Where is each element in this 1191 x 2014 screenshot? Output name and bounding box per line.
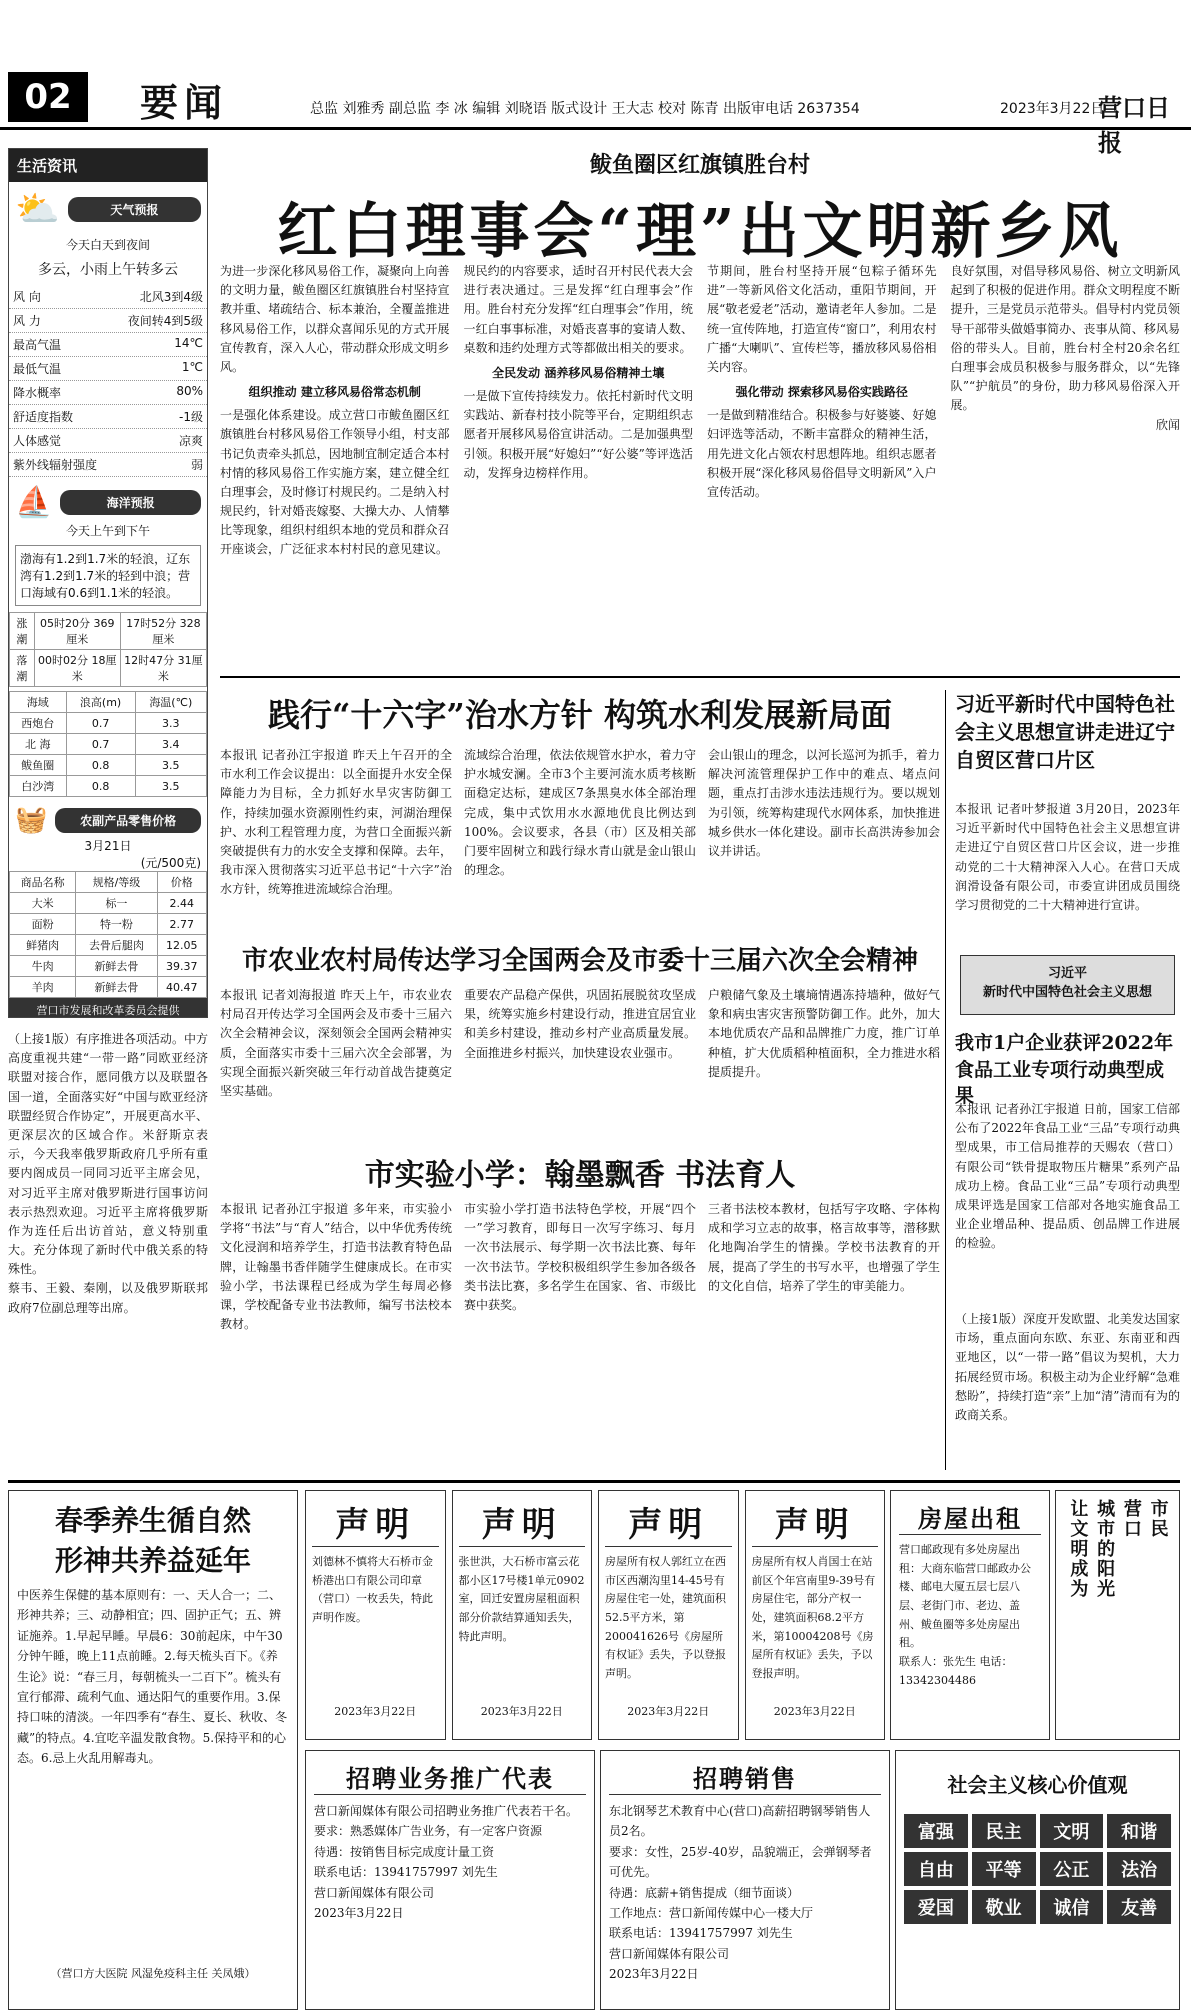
sea-text: 渤海有1.2到1.7米的轻浪，辽东湾有1.2到1.7米的轻到中浪；营口海域有0.6到1.1米的轻浪。 [15,545,201,606]
table-cell: 3.5 [135,755,206,776]
xi-badge [960,955,1175,1015]
water-para: 本报讯 记者孙江宇报道 昨天上午召开的全市水利工作会议提出：以全面提升水安全保障能力为目标，全力抓好水旱灾害防御工作，持续加强水资源刚性约束，河湖治理保护、水利工程管理力度，为营口全面振兴新突破提供有力的水安全支撑和保障。去年，我市深入贯彻落实习近平总书记“十六字”治水方针，统筹推进流域综合治理。 [220,748,452,897]
weather-value: 夜间转4到5级 [127,314,203,328]
table-cell: 落潮 [10,650,35,687]
core-value: 法治 [1107,1852,1171,1886]
notice-card [305,1490,446,1740]
water-para: 流域综合治理，依法依规管水护水，着力守护水城安澜。全市3个主要河流水质考核断面稳定达标，建成区7条黑臭水体全部治理完成，集中式饮用水水源地优良比例达到100%。会议要求，各县（市）区及相关部门要牢固树立和践行绿水青山就是金山银山的理念。 [464,748,696,878]
weather-value: 80% [176,384,203,398]
lead-para: 节期间，胜台村坚持开展“包粽子循环先进”一等新风俗文化活动，重阳节期间，开展“敬老爱老”活动，邀请老年人参加。二是统一宣传阵地，打造宣传“窗口”，利用农村广播“大喇叭”、宣传栏等，播放移风易俗相关内容。 [707,264,937,374]
banner-text: 让文明成为 [1067,1499,1089,1599]
weather-key: 降水概率 [13,386,62,400]
weather-row [9,309,207,333]
school-para: 三者书法校本教材，包括写字攻略、字体构成和学习立志的故事，格言故事等，潜移默化地陶冶学生的情操。学校书法教育的开展，提高了学生的书写水平，也增强了学生的文化自信，培养了学生的审美能力。 [708,1202,940,1293]
lead-subhead: 强化带动 探索移风易俗实践路径 [735,385,908,400]
weather-row [9,405,207,429]
badge-top: 习近平 [1047,966,1087,981]
school-columns [220,1200,940,1470]
tide-row [10,613,207,650]
food-headline: 我市1户企业获评2022年食品工业专项行动典型成果 [955,1032,1174,1108]
header-cell: 商品名称 [10,872,76,893]
water-headline: 践行“十六字”治水方针 构筑水利发展新局面 [268,696,892,734]
notice-card [745,1490,886,1740]
school-para: 本报讯 记者孙江宇报道 多年来，市实验小学将“书法”与“育人”结合，以中华优秀传统文化浸润和培养学生，打造书法教育特色品牌，让翰墨书香伴随学生健康成长。在市实验小学，书法课程已经成为学生每周必修课，学校配备专业书法教师，编写书法校本教材。 [220,1202,452,1332]
table-cell: 12.05 [157,935,206,956]
price-source: 营口市发展和改革委员会提供 [9,998,207,1018]
weather-key: 紫外线辐射强度 [13,458,98,472]
price-row [10,956,207,977]
table-cell: 去骨后腿肉 [76,935,157,956]
weather-value: 1℃ [181,360,203,374]
lead-headline: 红白理事会“理”出文明新乡风 [277,197,1123,267]
core-value: 诚信 [1040,1890,1104,1924]
table-cell: 3.3 [135,713,206,734]
weather-key: 风 力 [13,314,41,328]
agri-para: 重要农产品稳产保供，巩固拓展脱贫攻坚成果，统筹实施乡村建设行动，推进宜居宜业和美乡村建设，推动乡村产业高质量发展。全面推进乡村振兴，加快建设农业强市。 [464,988,696,1060]
xi-headline: 习近平新时代中国特色社会主义思想宣讲走进辽宁自贸区营口片区 [955,692,1175,772]
table-header [10,692,207,713]
table-cell: 12时47分 31厘米 [120,650,206,687]
header-cell: 价格 [157,872,206,893]
table-cell: 新鲜去骨 [76,977,157,998]
rent-title: 房屋出租 [899,1499,1041,1535]
ads-divider [8,1480,1180,1483]
price-label: 农副产品零售价格 [55,808,201,833]
sea-sub: 今天上午到下午 [65,524,150,538]
lead-para: 一是做到精准结合。积极参与好婆婆、好媳妇评选等活动，不断丰富群众的精神生活，用先进文化占领农村思想阵地。组织志愿者积极开展“深化移风易俗倡导文明新风”入户宣传活动。 [707,408,937,499]
core-value: 和谐 [1107,1814,1171,1848]
table-cell: 标一 [76,893,157,914]
sea-temp-table [9,691,207,797]
tide-table [9,612,207,687]
core-value: 富强 [904,1814,968,1848]
notice-body: 刘德林不慎将大石桥市金桥港出口有限公司印章（营口）一枚丢失，特此声明作废。 [312,1555,433,1625]
health-ad [8,1490,298,2010]
sea-row [10,755,207,776]
table-cell: 2.77 [157,914,206,935]
lead-kicker: 鲅鱼圈区红旗镇胜台村 [589,152,810,178]
header-cell: 规格/等级 [76,872,157,893]
recruit-title: 招聘业务推广代表 [314,1759,586,1795]
weather-table [9,285,207,477]
notice-row [305,1490,885,1740]
weather-value: 北风3到4级 [139,290,203,304]
weather-row [9,429,207,453]
table-cell: 面粉 [10,914,76,935]
weather-key: 最高气温 [13,338,62,352]
life-info-sidebar [8,148,208,1018]
agri-columns [220,986,940,1136]
core-value: 平等 [972,1852,1036,1886]
table-cell: 3.4 [135,734,206,755]
lead-author: 欣闻 [1155,417,1180,432]
section-title: 要闻 [140,80,229,125]
rent-ad [890,1490,1050,1740]
notice-body: 张世洪，大石桥市富云花都小区17号楼1单元0902室，回迁安置房屋租面积部分价款结算通知丢失，特此声明。 [458,1555,585,1643]
weather-row [9,453,207,477]
table-cell: 0.8 [66,776,135,797]
page-number: 02 [8,72,88,122]
table-cell: 白沙湾 [10,776,67,797]
notice-card [452,1490,593,1740]
core-values-ad [895,1750,1180,2010]
recruit-line: 要求：熟悉媒体广告业务，有一定客户资源 [314,1824,543,1839]
weather-row [9,285,207,309]
core-title: 社会主义核心价值观 [947,1773,1128,1797]
weather-value: 凉爽 [178,434,203,448]
table-cell: 39.37 [157,956,206,977]
issue-date: 2023年3月22日 [1000,101,1105,117]
table-cell: 0.7 [66,713,135,734]
price-unit: (元/500克) [140,856,201,870]
price-table [9,871,207,998]
health-title: 形神共养益延年 [54,1544,251,1577]
civility-banner [1055,1490,1180,1740]
table-cell: 西炮台 [10,713,67,734]
table-cell: 3.5 [135,776,206,797]
recruit-line: 要求：女性，25岁-40岁，品貌端正，会弹钢琴者可优先。 [609,1844,872,1880]
water-para: 会山银山的理念，以河长巡河为抓手，着力解决河流管理保护工作中的难点、堵点问题，重点打击涉水违法违规行为。要以规划为引领，统筹构建现代水网体系，加快推进城乡供水一体化建设。副市长高洪涛参加会议并讲话。 [708,748,940,858]
notice-date: 2023年3月22日 [334,1705,417,1718]
tide-row [10,650,207,687]
weather-key: 人体感觉 [13,434,62,448]
recruit-line: 营口新闻媒体有限公司 [314,1885,435,1900]
table-cell: 0.8 [66,755,135,776]
sea-row [10,776,207,797]
notice-title: 声明 [459,1497,586,1547]
table-cell: 新鲜去骨 [76,956,157,977]
recruit-line: 联系电话：13941757997 刘先生 [609,1926,793,1941]
core-value: 爱国 [904,1890,968,1924]
weather-header [15,188,201,230]
price-date: 3月21日 [84,839,132,853]
table-cell: 牛肉 [10,956,76,977]
rent-body: 营口邮政现有多处房屋出租：大商东临营口邮政办公楼、邮电大厦五层七层八层、老街门市、老边、盖州、鲅鱼圈等多处房屋出租。 [899,1543,1031,1650]
paper-logo: 营口日报 [1098,93,1170,157]
price-header [15,805,201,835]
lead-para: 良好氛围，对倡导移风易俗、树立文明新风起到了积极的促进作用。群众文明程度不断提升，三是党员示范带头。倡导村内党员领导干部带头做婚事简办、丧事从简、移风易俗的带头人。目前，胜台村全村20余名红白理事会成员积极参与服务群众，以“先锋队”“护航员”的身份，助力移风易俗深入开展。 [950,264,1180,413]
notice-title: 声明 [752,1497,879,1547]
price-row [10,914,207,935]
notice-title: 声明 [605,1497,732,1547]
recruit-line: 营口新闻媒体有限公司招聘业务推广代表若干名。 [314,1804,579,1818]
lead-para: 一是做下宣传持续发力。依托村新时代文明实践站、新春村技小院等平台，定期组织志愿者开展移风易俗宣讲活动。二是加强典型引领。积极开展“好媳妇”“好公婆”等评选活动，发挥身边榜样作用。 [463,388,693,480]
table-cell: 0.7 [66,734,135,755]
recruit-ad-2 [600,1750,890,2010]
notice-date: 2023年3月22日 [773,1705,856,1718]
notice-title: 声明 [312,1497,439,1547]
lead-para: 为进一步深化移风易俗工作，凝聚向上向善的文明力量，鲅鱼圈区红旗镇胜台村坚持宣教并重、堵疏结合、标本兼治，全覆盖推进移风易俗工作，以群众喜闻乐见的方式开展宣传教育，深入人心，带动群众形成文明乡风。 [220,264,450,374]
table-cell: 40.47 [157,977,206,998]
xi-para: 本报讯 记者叶梦报道 3月20日，2023年习近平新时代中国特色社会主义思想宣讲走进辽宁自贸区营口片区会议，进一步推动党的二十大精神深入人心。在营口天成润滑设备有限公司，市委宣讲团成员围绕学习贯彻党的二十大精神进行宣讲。 [955,802,1180,912]
price-row [10,893,207,914]
basket-icon: 🧺 [15,805,48,835]
table-cell: 鲅鱼圈 [10,755,67,776]
school-para: 市实验小学打造书法特色学校，开展“四个一”学习教育，即每日一次写字练习、每月一次书法展示、每学期一次书法比赛、每年一次书法节。学校积极组织学生参加各级各类书法比赛，多名学生在国家、省、市级比赛中获奖。 [464,1202,696,1312]
weather-row [9,357,207,381]
divider [220,676,1180,678]
table-cell: 00时02分 18厘米 [34,650,120,687]
health-body: 中医养生保健的基本原则有：一、天人合一；二、形神共养；三、动静相宜；四、固护正气；五、辨证施养。1.早起早睡。早晨6：30前起床，中午30分钟午睡，晚上11点前睡。2.每天梳头百下。《养生论》说：“春三月，每朝梳头一二百下”。梳头有宣行郁滞、疏利气血、通达阳气的重要作用。3.保持口味的清淡。一年四季有“春生、夏长、秋收、冬藏”的特点。4.宜吃辛温发散食物。5.保持平和的心态。6.忌上火乱用解毒丸。 [17,1588,288,1766]
recruit-line: 联系电话：13941757997 刘先生 [314,1865,498,1880]
weather-row [9,333,207,357]
health-title: 春季养生循自然 [54,1504,251,1537]
core-values-grid [904,1814,1171,1924]
banner-text: 营口 [1120,1499,1142,1539]
table-cell: 北 海 [10,734,67,755]
core-value: 文明 [1040,1814,1104,1848]
agri-headline: 市农业农村局传达学习全国两会及市委十三届六次全会精神 [241,946,918,976]
weather-value: -1级 [179,410,203,424]
weather-sub: 今天白天到夜间 [65,238,150,252]
sea-header [15,485,201,520]
core-value: 友善 [1107,1890,1171,1924]
table-cell: 2.44 [157,893,206,914]
weather-key: 最低气温 [13,362,62,376]
banner-text: 城市的阳光 [1094,1499,1116,1599]
notice-body: 房屋所有权人肖国士在站前区个年宫南里9-39号有房屋住宅，部分产权一处，建筑面积68.2平方米，第10004208号《房屋所有权证》丢失，予以登报声明。 [751,1555,876,1681]
recruit-ad-1 [305,1750,595,2010]
weather-value: 14℃ [174,336,203,350]
lead-subhead: 全民发动 涵养移风易俗精神土壤 [492,365,665,380]
core-value: 自由 [904,1852,968,1886]
cloud-sun-icon: ⛅ [15,189,60,230]
sea-row [10,734,207,755]
lead-para: 一是强化体系建设。成立营口市鲅鱼圈区红旗镇胜台村移风易俗工作领导小组，村支部书记负责牵头抓总，因地制宜制定适合本村村情的移风易俗工作实施方案，建立健全红白理事会，及时修订村规民约。二是纳入村规民约，针对婚丧嫁娶、大操大办、人情攀比等现象，组织村组织本地的党员和群众召开座谈会，广泛征求本村村民的意见建议。 [220,408,450,557]
weather-desc: 多云，小雨上午转多云 [38,262,178,278]
notice-body: 房屋所有权人郭红立在西市区西潮沟里14-45号有房屋住宅一处，建筑面积52.5平方米，第200041626号《房屋所有权证》丢失，予以登报声明。 [605,1555,726,1681]
table-cell: 17时52分 328厘米 [120,613,206,650]
table-cell: 鲜猪肉 [10,935,76,956]
table-cell: 涨潮 [10,613,35,650]
recruit-line: 营口新闻媒体有限公司 [609,1946,730,1961]
recruit-line: 待遇：按销售目标完成度计量工资 [314,1844,495,1859]
price-row [10,977,207,998]
notice-date: 2023年3月22日 [627,1705,710,1718]
food-para: 本报讯 记者孙江宇报道 日前，国家工信部公布了2022年食品工业“三品”专项行动典型成果，市工信局推荐的天赐农（营口）有限公司“铁骨提取物压片糖果”系列产品成功上榜。食品工业“三品”专项行动典型成果评选是国家工信部对各地实施食品工业企业增品种、提品质、创品牌工作进展的检验。 [955,1102,1180,1251]
left-continuation [8,1030,208,1430]
sidebar-title: 生活资讯 [9,149,207,182]
recruit-title: 招聘销售 [609,1759,881,1795]
water-columns [220,746,940,926]
header-cell: 浪高(m) [66,692,135,713]
weather-row [9,381,207,405]
table-cell: 05时20分 369厘米 [34,613,120,650]
recruit-line: 东北钢琴艺术教育中心(营口)高薪招聘钢琴销售人员2名。 [609,1804,871,1839]
table-header [10,872,207,893]
school-headline: 市实验小学：翰墨飘香 书法育人 [364,1158,796,1193]
rent-contact: 联系人：张先生 电话：13342304486 [899,1655,1013,1687]
lead-para: 规民约的内容要求，适时召开村民代表大会进行表决通过。三是发挥“红白理事会”作用。胜台村充分发挥“红白理事会”作用，统一红白事事标准，对婚丧喜事的宴请人数、桌数和违约处理方式等都做出相关的要求。 [463,264,693,355]
recruit-line: 2023年3月22日 [314,1905,404,1920]
core-value: 公正 [1040,1852,1104,1886]
sailboat-icon: ⛵ [15,485,53,520]
weather-key: 风 向 [13,290,41,304]
price-row [10,935,207,956]
weather-label: 天气预报 [68,197,201,222]
staff-line: 总监 刘雅秀 副总监 李 冰 编辑 刘晓语 版式设计 王大志 校对 陈青 出版审电话 2637354 [310,101,860,117]
sea-label: 海洋预报 [60,490,201,515]
weather-value: 弱 [190,458,203,472]
banner-text: 市民 [1147,1499,1169,1539]
lead-columns [220,262,1180,662]
column-rule [945,690,946,1470]
badge-bottom: 新时代中国特色社会主义思想 [982,985,1152,1000]
recruit-line: 2023年3月22日 [609,1967,699,1982]
table-cell: 特一粉 [76,914,157,935]
left-cont-para: （上接1版）有序推进各项活动。中方高度重视共建“一带一路”同欧亚经济联盟对接合作，愿同俄方以及联盟各国一道，全面落实好“中国与欧亚经济联盟经贸合作协定”，开展更高水平、更深层次的区域合作。米舒斯京表示，今天我率俄罗斯政府几乎所有重要内阁成员一同同习近平主席会见，对习近平主席对俄罗斯进行国事访问表示热烈欢迎。习近平主席将俄罗斯作为连任后出访首站，意义特别重大。充分体现了新时代中俄关系的特殊性。 [8,1032,208,1277]
table-cell: 大米 [10,893,76,914]
health-footer: （营口方大医院 风湿免疫科主任 关凤娥） [50,1967,256,1980]
header-cell: 海域 [10,692,67,713]
recruit-line: 待遇：底薪+销售提成（细节面谈） [609,1885,800,1900]
table-cell: 羊肉 [10,977,76,998]
food-cont: （上接1版）深度开发欧盟、北美发达国家市场，重点面向东欧、东亚、东南亚和西亚地区，以“一带一路”倡议为契机，大力拓展经贸市场。积极主动为企业纾解“急难愁盼”，持续打造“亲”上加“清”清而有为的政商关系。 [955,1312,1180,1422]
header-cell: 海温(℃) [135,692,206,713]
recruit-line: 工作地点：营口新闻传媒中心一楼大厅 [609,1905,814,1920]
notice-date: 2023年3月22日 [480,1705,563,1718]
sea-row [10,713,207,734]
core-value: 敬业 [972,1890,1036,1924]
agri-para: 本报讯 记者刘海报道 昨天上午，市农业农村局召开传达学习全国两会及市委十三届六次全会精神会议，深刻领会全国两会精神实质，全面落实市委十三届六次全会部署，为实现全面振兴新突破三年行动首战告捷奠定坚实基础。 [220,988,452,1098]
masthead [0,0,1191,157]
core-value: 民主 [972,1814,1036,1848]
lead-subhead: 组织推动 建立移风易俗常态机制 [248,385,421,400]
agri-para: 户粮储气象及土壤墒情遇冻持墙种，做好气象和病虫害灾害预警防御工作。此外，加大本地优质农产品和品牌推广力度，推广订单种植，扩大优质稻种植面积，全力推进水稻提质提升。 [708,988,940,1079]
left-cont-para: 蔡韦、王毅、秦刚，以及俄罗斯联邦政府7位副总理等出席。 [8,1281,208,1315]
weather-key: 舒适度指数 [13,410,74,424]
notice-card [598,1490,739,1740]
